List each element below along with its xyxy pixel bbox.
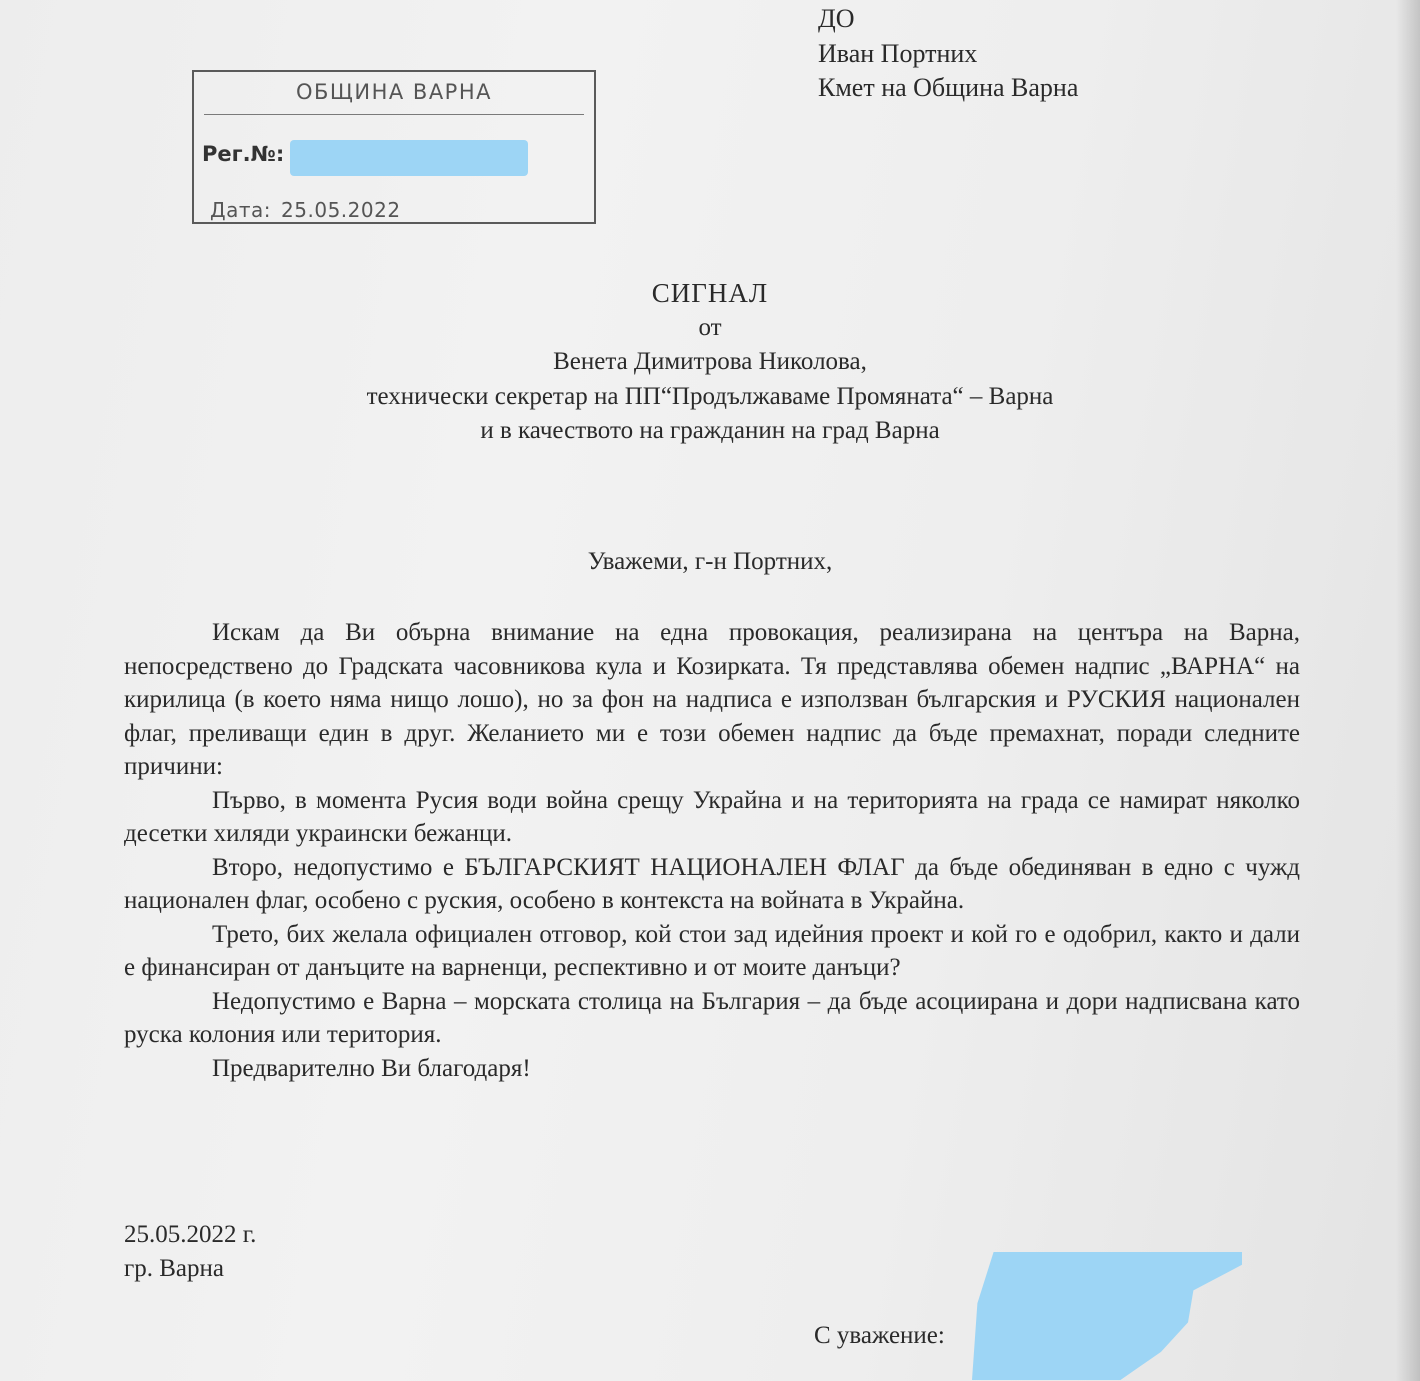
paragraph: Недопустимо е Варна – морската столица на България – да бъде асоциирана и дори надписвана като руска колония или територия.: [124, 987, 1300, 1048]
signature-redaction: [972, 1252, 1242, 1380]
stamp-date-value: 25.05.2022: [281, 198, 401, 222]
date-place-block: [124, 1218, 256, 1286]
paragraph: Първо, в момента Русия води война срещу Украйна и на територията на града се намират няколко десетки хиляди украински бежанци.: [124, 786, 1300, 847]
document-heading: [0, 276, 1420, 449]
greeting: Уважеми, г-н Портних,: [587, 548, 833, 575]
addressee-block: [818, 2, 1078, 106]
redaction-mark: [290, 140, 528, 176]
paragraph: Второ, недопустимо е БЪЛГАРСКИЯТ НАЦИОНАЛЕН ФЛАГ да бъде обединяван в едно с чужд национален флаг, особено с руския, особено в контекста на войната в Украйна.: [124, 853, 1300, 914]
heading-author: Венета Димитрова Николова,: [553, 348, 867, 375]
stamp-date: [210, 198, 401, 222]
stamp-divider: [204, 114, 584, 115]
paragraph: Искам да Ви обърна внимание на една провокация, реализирана на центъра на Варна, непосредствено до Градската часовникова кула и Козирката. Тя представлява обемен надпис „ВАРНА“ на кирилица (в което няма нищо лошо), но за фон на надписа е използван българския и РУСКИЯ национален флаг, преливащи един в друг. Желанието ми е този обемен надпис да бъде премахнат, поради следните причини:: [124, 619, 1300, 780]
heading-role: технически секретар на ПП“Продължаваме Промяната“ – Варна: [366, 382, 1054, 410]
letter-place: гр. Варна: [124, 1255, 224, 1282]
addressee-to: ДО: [818, 4, 855, 33]
stamp-title: ОБЩИНА ВАРНА: [295, 80, 493, 104]
letter-body: [124, 616, 1300, 1085]
paragraph: Предварително Ви благодаря!: [212, 1054, 531, 1082]
paragraph: Трето, бих желала официален отговор, кой стои зад идейния проект и кой го е одобрил, както и дали е финансиран от данъците на варненци, респективно и от моите данъци?: [124, 920, 1300, 981]
heading-capacity: и в качеството на гражданин на град Варна: [480, 417, 940, 444]
addressee-position: Кмет на Община Варна: [818, 73, 1079, 102]
document-title: СИГНАЛ: [651, 278, 769, 308]
signoff: С уважение:: [814, 1322, 945, 1349]
registration-stamp: [192, 70, 596, 224]
heading-from: от: [698, 313, 722, 341]
stamp-reg-label: Рег.№:: [202, 142, 285, 166]
addressee-name: Иван Портних: [818, 38, 978, 68]
stamp-date-label: Дата:: [210, 198, 272, 222]
letter-date: 25.05.2022 г.: [124, 1221, 257, 1248]
